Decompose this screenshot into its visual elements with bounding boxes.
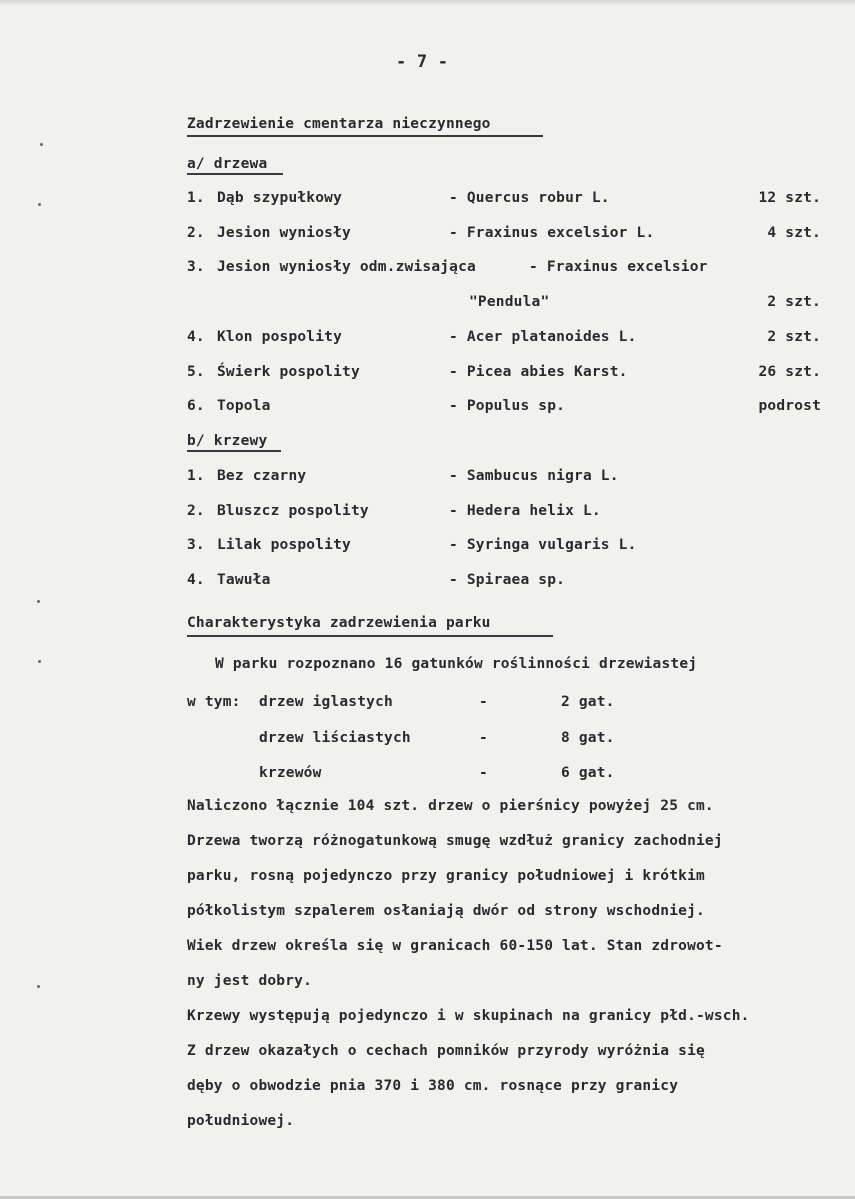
paragraph-line: Wiek drzew określa się w granicach 60-150 lat. Stan zdrowot- bbox=[187, 938, 723, 954]
shrub-latin: - Spiraea sp. bbox=[449, 572, 566, 588]
page-number: - 7 - bbox=[396, 52, 449, 72]
tree-count: 4 szt. bbox=[767, 225, 821, 241]
tree-number: 1. bbox=[187, 190, 205, 206]
tree-name: Jesion wyniosły odm.zwisająca bbox=[217, 259, 476, 275]
breakdown-value: 8 gat. bbox=[561, 730, 615, 746]
tree-latin: - Populus sp. bbox=[449, 398, 566, 414]
tree-name: Dąb szypułkowy bbox=[217, 190, 343, 206]
section-title-cemetery: Zadrzewienie cmentarza nieczynnego bbox=[187, 116, 491, 132]
breakdown-label: drzew iglastych bbox=[259, 694, 393, 710]
shrub-latin: - Syringa vulgaris L. bbox=[449, 537, 637, 553]
paragraph-line: Naliczono łącznie 104 szt. drzew o pierśnicy powyżej 25 cm. bbox=[187, 798, 714, 814]
tree-latin: - Fraxinus excelsior bbox=[529, 259, 708, 275]
breakdown-value: 2 gat. bbox=[561, 694, 615, 710]
margin-mark bbox=[37, 985, 40, 988]
paragraph-line: południowej. bbox=[187, 1113, 295, 1129]
paragraph-line: Drzewa tworzą różnogatunkową smugę wzdłuż granicy zachodniej bbox=[187, 833, 723, 849]
shrub-number: 3. bbox=[187, 537, 205, 553]
tree-name: Świerk pospolity bbox=[217, 364, 360, 380]
tree-count: 26 szt. bbox=[758, 364, 821, 380]
page-top-edge bbox=[0, 0, 855, 6]
tree-count: 2 szt. bbox=[767, 329, 821, 345]
breakdown-dash: - bbox=[479, 730, 488, 746]
shrub-name: Tawuła bbox=[217, 572, 271, 588]
title-underline bbox=[187, 135, 543, 137]
tree-latin: - Picea abies Karst. bbox=[449, 364, 628, 380]
trees-heading: a/ drzewa bbox=[187, 156, 268, 172]
margin-mark bbox=[37, 600, 40, 603]
tree-number: 4. bbox=[187, 329, 205, 345]
breakdown-label: drzew liściastych bbox=[259, 730, 411, 746]
shrub-latin: - Sambucus nigra L. bbox=[449, 468, 619, 484]
title-underline bbox=[187, 635, 553, 637]
paragraph-line: Krzewy występują pojedynczo i w skupinach na granicy płd.-wsch. bbox=[187, 1008, 750, 1024]
breakdown-label: krzewów bbox=[259, 765, 322, 781]
shrub-number: 2. bbox=[187, 503, 205, 519]
breakdown-dash: - bbox=[479, 765, 488, 781]
paragraph-line: dęby o obwodzie pnia 370 i 380 cm. rosnące przy granicy bbox=[187, 1078, 679, 1094]
tree-name: Topola bbox=[217, 398, 271, 414]
paragraph-line: ny jest dobry. bbox=[187, 973, 313, 989]
tree-count: podrost bbox=[758, 398, 821, 414]
tree-number: 6. bbox=[187, 398, 205, 414]
shrub-latin: - Hedera helix L. bbox=[449, 503, 601, 519]
paragraph-line: parku, rosną pojedynczo przy granicy południowej i krótkim bbox=[187, 868, 705, 884]
shrubs-heading: b/ krzewy bbox=[187, 433, 268, 449]
shrub-number: 1. bbox=[187, 468, 205, 484]
tree-number: 2. bbox=[187, 225, 205, 241]
park-intro: W parku rozpoznano 16 gatunków roślinności drzewiastej bbox=[215, 656, 698, 672]
tree-number: 3. bbox=[187, 259, 205, 275]
tree-count: 2 szt. bbox=[767, 294, 821, 310]
breakdown-prefix: w tym: bbox=[187, 694, 241, 710]
heading-underline bbox=[187, 173, 283, 175]
tree-latin: - Quercus robur L. bbox=[449, 190, 610, 206]
breakdown-value: 6 gat. bbox=[561, 765, 615, 781]
heading-underline bbox=[187, 450, 281, 452]
margin-mark bbox=[38, 203, 41, 206]
tree-latin: - Fraxinus excelsior L. bbox=[449, 225, 655, 241]
tree-name: Klon pospolity bbox=[217, 329, 343, 345]
tree-name: Jesion wyniosły bbox=[217, 225, 351, 241]
margin-mark bbox=[38, 660, 41, 663]
shrub-name: Bez czarny bbox=[217, 468, 307, 484]
shrub-number: 4. bbox=[187, 572, 205, 588]
paragraph-line: półkolistym szpalerem osłaniają dwór od strony wschodniej. bbox=[187, 903, 705, 919]
tree-number: 5. bbox=[187, 364, 205, 380]
breakdown-dash: - bbox=[479, 694, 488, 710]
shrub-name: Lilak pospolity bbox=[217, 537, 351, 553]
section-title-park: Charakterystyka zadrzewienia parku bbox=[187, 615, 491, 631]
paragraph-line: Z drzew okazałych o cechach pomników przyrody wyróżnia się bbox=[187, 1043, 705, 1059]
tree-latin-cultivar: "Pendula" bbox=[469, 294, 550, 310]
tree-count: 12 szt. bbox=[758, 190, 821, 206]
margin-mark bbox=[40, 143, 43, 146]
tree-latin: - Acer platanoides L. bbox=[449, 329, 637, 345]
shrub-name: Bluszcz pospolity bbox=[217, 503, 369, 519]
